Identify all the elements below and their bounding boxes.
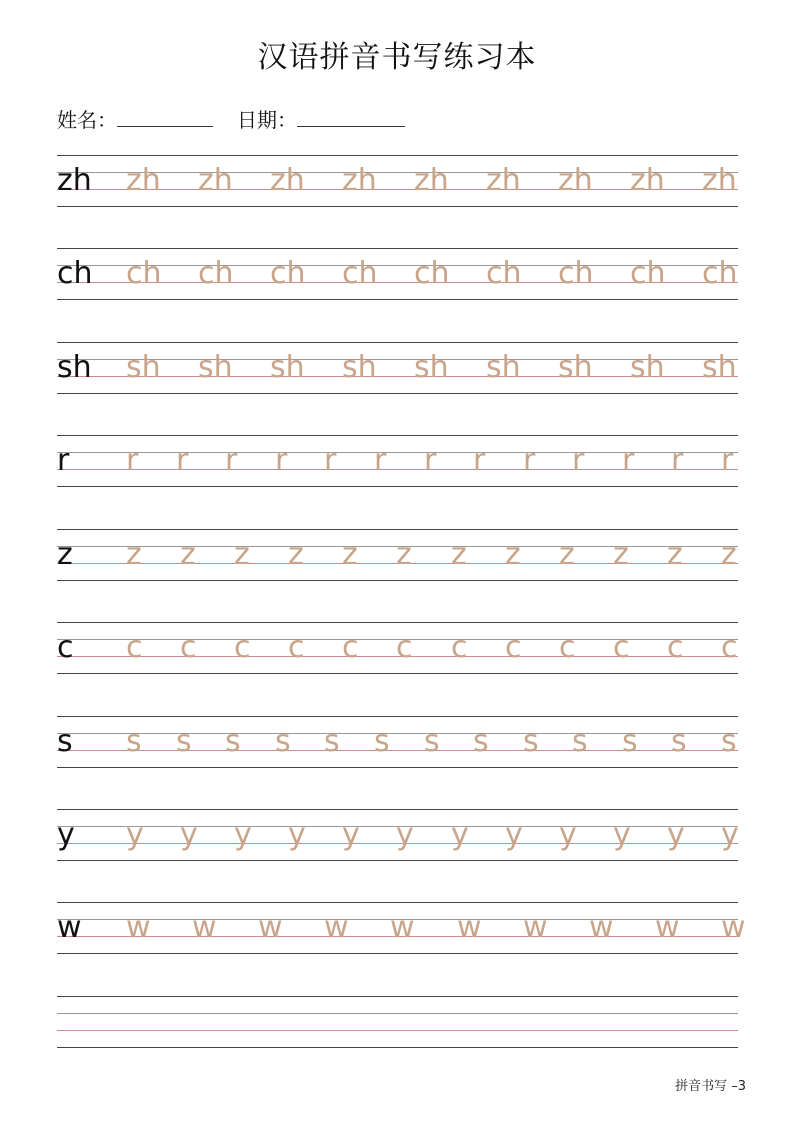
trace-letter: z — [451, 537, 467, 572]
model-letter: ch — [57, 256, 93, 291]
writing-row — [57, 622, 738, 674]
trace-letter: c — [559, 630, 576, 665]
trace-letter: c — [288, 630, 305, 665]
trace-letter: zh — [702, 163, 737, 198]
guide-line — [57, 996, 738, 997]
trace-letter: zh — [630, 163, 665, 198]
trace-letter: r — [126, 443, 139, 478]
writing-row — [57, 716, 738, 768]
trace-letter: s — [424, 724, 440, 759]
writing-row — [57, 342, 738, 394]
trace-letter: zh — [486, 163, 521, 198]
trace-letter: c — [342, 630, 359, 665]
trace-letter: s — [671, 724, 687, 759]
trace-letter: z — [559, 537, 575, 572]
trace-letter: r — [572, 443, 585, 478]
trace-letter: c — [667, 630, 684, 665]
trace-letter: ch — [558, 256, 594, 291]
writing-row — [57, 248, 738, 300]
trace-letter: w — [589, 910, 614, 945]
date-label: 日期： — [237, 108, 297, 132]
trace-letter: z — [396, 537, 412, 572]
trace-letter: c — [126, 630, 143, 665]
model-letter: y — [57, 817, 75, 852]
trace-letter: y — [721, 817, 739, 852]
page-title: 汉语拼音书写练习本 — [257, 40, 537, 75]
trace-letter: c — [613, 630, 630, 665]
trace-letter: s — [324, 724, 340, 759]
trace-letter: w — [192, 910, 217, 945]
trace-letter: zh — [270, 163, 305, 198]
guide-line — [57, 1047, 738, 1048]
trace-letter: sh — [558, 350, 593, 385]
writing-row — [57, 809, 738, 861]
trace-letter: r — [721, 443, 734, 478]
model-letter: z — [57, 537, 73, 572]
guide-line — [57, 469, 738, 470]
trace-letter: w — [523, 910, 548, 945]
trace-letter: ch — [702, 256, 738, 291]
model-letter: w — [57, 910, 82, 945]
trace-letter: y — [288, 817, 306, 852]
trace-letter: r — [424, 443, 437, 478]
trace-letter: ch — [270, 256, 306, 291]
trace-letter: r — [473, 443, 486, 478]
name-field[interactable] — [117, 125, 213, 127]
trace-letter: y — [126, 817, 144, 852]
trace-letter: r — [671, 443, 684, 478]
trace-letter: w — [324, 910, 349, 945]
trace-letter: s — [374, 724, 390, 759]
trace-letter: sh — [414, 350, 449, 385]
trace-letter: s — [622, 724, 638, 759]
trace-letter: w — [258, 910, 283, 945]
trace-letter: y — [613, 817, 631, 852]
trace-letter: w — [457, 910, 482, 945]
name-label: 姓名： — [57, 108, 117, 132]
trace-letter: sh — [630, 350, 665, 385]
writing-row — [57, 155, 738, 207]
trace-letter: z — [126, 537, 142, 572]
writing-row — [57, 529, 738, 581]
trace-letter: z — [505, 537, 521, 572]
model-letter: r — [57, 443, 70, 478]
trace-letter: y — [505, 817, 523, 852]
trace-letter: y — [451, 817, 469, 852]
trace-letter: zh — [414, 163, 449, 198]
trace-letter: s — [523, 724, 539, 759]
trace-letter: s — [473, 724, 489, 759]
trace-letter: r — [523, 443, 536, 478]
trace-letter: y — [180, 817, 198, 852]
trace-letter: s — [126, 724, 142, 759]
model-letter: c — [57, 630, 74, 665]
trace-letter: w — [655, 910, 680, 945]
trace-letter: c — [451, 630, 468, 665]
trace-letter: r — [622, 443, 635, 478]
trace-letter: sh — [486, 350, 521, 385]
writing-row — [57, 902, 746, 954]
trace-letter: w — [126, 910, 151, 945]
trace-letter: s — [275, 724, 291, 759]
trace-letter: c — [180, 630, 197, 665]
trace-letter: y — [396, 817, 414, 852]
trace-letter: sh — [270, 350, 305, 385]
trace-letter: c — [234, 630, 251, 665]
model-letter: s — [57, 724, 73, 759]
trace-letter: ch — [486, 256, 522, 291]
trace-letter: ch — [342, 256, 378, 291]
trace-letter: s — [572, 724, 588, 759]
guide-line — [57, 1013, 738, 1014]
trace-letter: c — [505, 630, 522, 665]
trace-letter: r — [374, 443, 387, 478]
trace-letter: y — [667, 817, 685, 852]
trace-letter: ch — [126, 256, 162, 291]
trace-letter: zh — [126, 163, 161, 198]
trace-letter: y — [342, 817, 360, 852]
trace-letter: ch — [414, 256, 450, 291]
trace-letter: c — [396, 630, 413, 665]
trace-letter: c — [721, 630, 738, 665]
guide-line — [57, 452, 738, 453]
trace-letter: sh — [342, 350, 377, 385]
trace-letter: z — [288, 537, 304, 572]
trace-letter: ch — [198, 256, 234, 291]
date-field[interactable] — [297, 125, 405, 127]
trace-letter: zh — [342, 163, 377, 198]
trace-letter: sh — [198, 350, 233, 385]
guide-line — [57, 486, 738, 487]
trace-letter: w — [721, 910, 746, 945]
trace-letter: zh — [198, 163, 233, 198]
trace-letter: r — [324, 443, 337, 478]
guide-line — [57, 1030, 738, 1031]
trace-letter: z — [667, 537, 683, 572]
trace-letter: r — [275, 443, 288, 478]
trace-letter: y — [234, 817, 252, 852]
trace-letter: r — [225, 443, 238, 478]
trace-letter: z — [721, 537, 737, 572]
writing-row — [57, 996, 738, 1048]
trace-letter: ch — [630, 256, 666, 291]
trace-letter: z — [234, 537, 250, 572]
trace-letter: r — [176, 443, 189, 478]
trace-letter: s — [176, 724, 192, 759]
trace-letter: sh — [126, 350, 161, 385]
model-letter: zh — [57, 163, 92, 198]
trace-letter: z — [342, 537, 358, 572]
trace-letter: w — [390, 910, 415, 945]
trace-letter: z — [613, 537, 629, 572]
trace-letter: s — [721, 724, 737, 759]
trace-letter: sh — [702, 350, 737, 385]
student-info — [57, 104, 405, 133]
trace-letter: z — [180, 537, 196, 572]
guide-line — [57, 435, 738, 436]
trace-letter: s — [225, 724, 241, 759]
trace-letter: zh — [558, 163, 593, 198]
trace-letter: y — [559, 817, 577, 852]
page-footer: 拼音书写 –3 — [675, 1079, 746, 1094]
writing-row — [57, 435, 738, 487]
model-letter: sh — [57, 350, 92, 385]
